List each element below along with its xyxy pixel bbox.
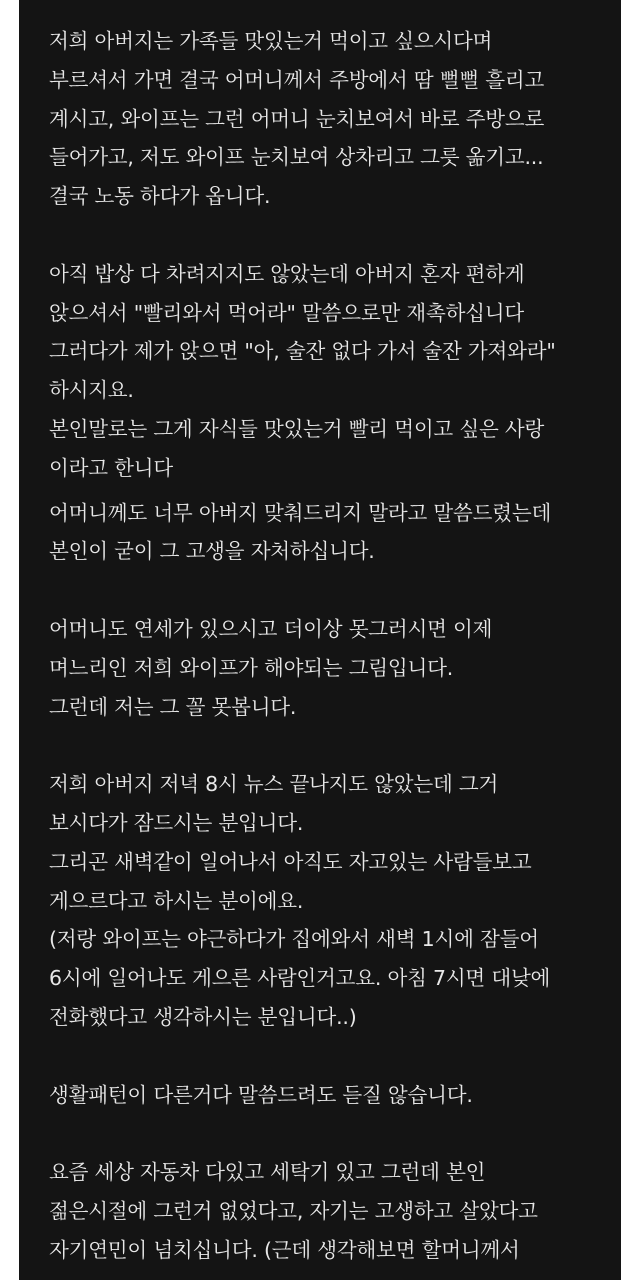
text-line: 요즘 세상 자동차 다있고 세탁기 있고 그런데 본인 — [49, 1160, 486, 1185]
text-line: 부르셔서 가면 결국 어머니께서 주방에서 땀 뻘뻘 흘리고 — [49, 67, 545, 92]
paragraph — [49, 494, 609, 572]
text-line: (저랑 와이프는 야근하다가 집에와서 새벽 1시에 잠들어 — [49, 927, 539, 952]
paragraph-gap — [49, 571, 609, 610]
text-line: 6시에 일어나도 게으른 사람인거고요. 아침 7시면 대낮에 — [49, 966, 551, 991]
text-line: 본인말로는 그게 자식들 맛있는거 빨리 먹이고 싶은 사랑 — [49, 416, 545, 441]
text-line: 하시지요. — [49, 378, 134, 403]
paragraph-gap — [49, 1037, 609, 1076]
paragraph — [49, 765, 609, 1037]
text-line: 결국 노동 하다가 옵니다. — [49, 184, 271, 209]
text-line: 보시다가 잠드시는 분입니다. — [49, 810, 304, 835]
text-line: 이라고 한니다 — [49, 455, 173, 480]
text-line: 자기연민이 넘치십니다. (근데 생각해보면 할머니께서 — [49, 1237, 520, 1262]
text-line: 전화했다고 생각하시는 분입니다..) — [49, 1004, 357, 1029]
text-line: 게으르다고 하시는 분이에요. — [49, 888, 304, 913]
paragraph-gap — [49, 726, 609, 765]
text-line: 젊은시절에 그런거 없었다고, 자기는 고생하고 살았다고 — [49, 1198, 538, 1223]
paragraph — [49, 22, 609, 216]
text-line: 그러다가 제가 앉으면 "아, 술잔 없다 가서 술잔 가져와라" — [49, 339, 556, 364]
post-body-panel — [19, 0, 621, 1280]
text-line: 어머니께도 너무 아버지 맞춰드리지 말라고 말씀드렸는데 — [49, 500, 552, 525]
text-line: 들어가고, 저도 와이프 눈치보여 상차리고 그릇 옮기고... — [49, 145, 544, 170]
text-line: 본인이 굳이 그 고생을 자처하십니다. — [49, 539, 375, 564]
text-line: 며느리인 저희 와이프가 해야되는 그림입니다. — [49, 655, 454, 680]
text-line: 어머니도 연세가 있으시고 더이상 못그러시면 이제 — [49, 616, 493, 641]
paragraph — [49, 610, 609, 726]
text-line: 저희 아버지 저녁 8시 뉴스 끝나지도 않았는데 그거 — [49, 772, 499, 797]
text-line: 그리곤 새벽같이 일어나서 아직도 자고있는 사람들보고 — [49, 849, 532, 874]
paragraph-gap — [49, 1114, 609, 1153]
text-line: 그런데 저는 그 꼴 못봅니다. — [49, 694, 297, 719]
post-content — [49, 22, 609, 1270]
text-line: 저희 아버지는 가족들 맛있는거 먹이고 싶으시다며 — [49, 29, 493, 53]
text-line: 아직 밥상 다 차려지지도 않았는데 아버지 혼자 편하게 — [49, 261, 525, 286]
paragraph — [49, 1076, 609, 1115]
paragraph — [49, 255, 609, 488]
paragraph-gap — [49, 216, 609, 255]
paragraph — [49, 1153, 609, 1269]
text-line: 계시고, 와이프는 그런 어머니 눈치보여서 바로 주방으로 — [49, 106, 545, 131]
text-line: 생활패턴이 다른거다 말씀드려도 듣질 않습니다. — [49, 1082, 473, 1107]
text-line: 앉으셔서 "빨리와서 먹어라" 말씀으로만 재촉하십니다 — [49, 300, 524, 325]
